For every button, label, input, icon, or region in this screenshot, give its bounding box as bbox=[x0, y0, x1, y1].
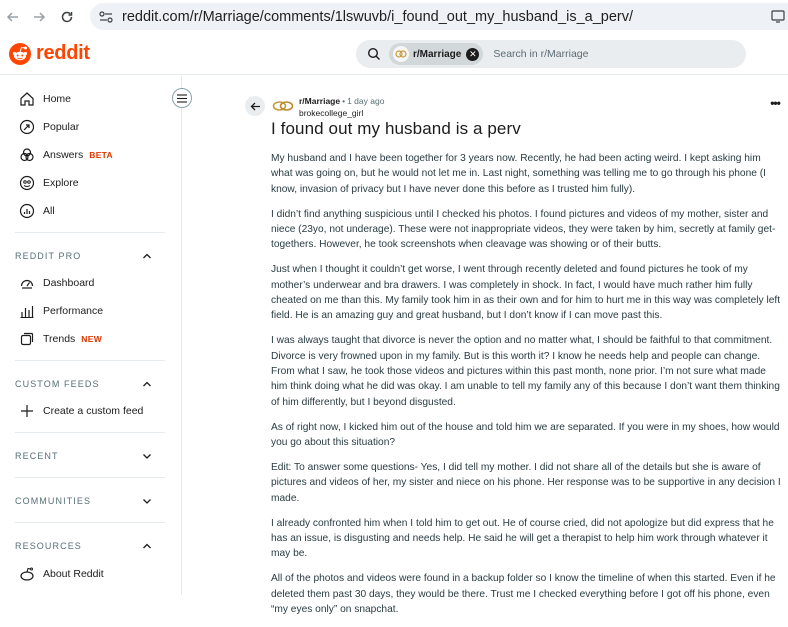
post-title: I found out my husband is a perv bbox=[271, 119, 521, 138]
address-bar[interactable] bbox=[90, 3, 788, 30]
post-paragraph: As of right now, I kicked him out of the house and told him we are separated. If you were in my shoes, how would you go about this situation? bbox=[271, 421, 780, 448]
section-header-reddit-pro[interactable]: REDDIT PRO bbox=[0, 242, 181, 270]
chevron-up-icon bbox=[141, 378, 153, 390]
sidebar-divider bbox=[15, 477, 165, 478]
chevron-down-icon bbox=[141, 495, 153, 507]
section-header-resources[interactable]: RESOURCES bbox=[0, 532, 181, 560]
browser-forward-button[interactable] bbox=[28, 6, 50, 28]
post-paragraph: My husband and I have been together for 3 years now. Recently, he had been acting weird. I kept asking him what was going on, but he would not let me in. Last night, something was telling me to go through his phone (I know, invasion of privacy but I have never done this before as I trusted him fully). bbox=[271, 153, 766, 195]
post-body bbox=[271, 151, 783, 627]
section-header-recent[interactable]: RECENT bbox=[0, 442, 181, 470]
chevron-up-icon bbox=[141, 250, 153, 262]
post-paragraph: I was always taught that divorce is never the option and no matter what, I should be faithful to that commitment. Divorce is very frowned upon in my family. But is this worth it? I know he needs help and people can change. From what I saw, he took those videos and pictures within this past month, none prior. I’m not sure what made him think doing what he did was okay. I am unable to tell my family any of this because I don’t want them thinking of him differently, but I beyond disgusted. bbox=[271, 335, 780, 408]
snoo-icon bbox=[9, 43, 31, 65]
answers-icon bbox=[18, 146, 36, 164]
author-link[interactable]: brokecollege_girl bbox=[299, 108, 364, 118]
explore-icon bbox=[18, 174, 36, 192]
reload-icon bbox=[60, 10, 74, 24]
url-text[interactable]: reddit.com/r/Marriage/comments/1lswuvb/i_found_out_my_husband_is_a_perv/ bbox=[122, 8, 634, 25]
sidebar-divider bbox=[15, 522, 165, 523]
browser-reload-button[interactable] bbox=[56, 6, 78, 28]
post-paragraph: All of the photos and videos were found in a backup folder so I know the timeline of when this started. Even if he deleted them past 30 days, they would be there. Trust me I checked everything before I got off his phone, even “my eyes only” on snapchat. bbox=[271, 573, 776, 615]
search-input[interactable] bbox=[493, 48, 733, 60]
chip-label: r/Marriage bbox=[413, 48, 462, 60]
plus-icon bbox=[18, 402, 36, 420]
post-paragraph: Just when I thought it couldn’t get worse, I went through recently deleted and found pictures he took of my mother’s underwear and bra drawers. I was completely in shock. In fact, I would have much rather him fully cheated on me than this. My family took him in as their own and for him to hurt me in this way was completely left field. He is an amazing guy and great husband, but I don’t know if I can move past this. bbox=[271, 264, 781, 322]
all-icon bbox=[18, 202, 36, 220]
trends-icon bbox=[18, 330, 36, 348]
home-icon bbox=[18, 90, 36, 108]
about-icon bbox=[18, 565, 36, 583]
subreddit-filter-chip[interactable] bbox=[389, 43, 483, 65]
close-icon[interactable]: ✕ bbox=[466, 48, 479, 61]
dashboard-icon bbox=[18, 274, 36, 292]
sidebar-item-trends[interactable]: Trends NEW bbox=[0, 325, 181, 353]
chevron-up-icon bbox=[141, 540, 153, 552]
section-header-custom-feeds[interactable]: CUSTOM FEEDS bbox=[0, 370, 181, 398]
subreddit-link[interactable]: r/Marriage bbox=[299, 96, 341, 106]
arrow-right-icon bbox=[32, 10, 46, 24]
site-header bbox=[0, 33, 788, 75]
post-time: 1 day ago bbox=[347, 96, 385, 106]
performance-icon bbox=[18, 302, 36, 320]
beta-badge: BETA bbox=[89, 150, 113, 160]
cast-icon[interactable] bbox=[770, 8, 786, 24]
subreddit-avatar-icon bbox=[393, 46, 409, 62]
post-paragraph: I already confronted him when I told him to get out. He of course cried, did not apologize but did express that he has an issue, is disgusting and needs help. He said he will get a therapist to help him work through whatever it may be. bbox=[271, 517, 774, 560]
post-meta: r/Marriage • 1 day ago bbox=[299, 96, 385, 106]
section-header-communities[interactable]: COMMUNITIES bbox=[0, 487, 181, 515]
arrow-left-icon bbox=[6, 10, 20, 24]
more-options-button[interactable]: ••• bbox=[770, 96, 780, 110]
chevron-down-icon bbox=[141, 450, 153, 462]
sidebar-divider bbox=[15, 432, 165, 433]
sidebar-item-home[interactable]: Home bbox=[0, 85, 181, 113]
sidebar-collapse-button[interactable] bbox=[172, 88, 192, 108]
reddit-logo[interactable] bbox=[9, 42, 90, 65]
sidebar-item-performance[interactable]: Performance bbox=[0, 297, 181, 325]
browser-toolbar bbox=[0, 0, 788, 33]
new-badge: NEW bbox=[81, 334, 103, 344]
search-bar[interactable] bbox=[356, 40, 746, 68]
sidebar-divider bbox=[15, 232, 165, 233]
left-sidebar bbox=[0, 76, 182, 595]
subreddit-avatar-icon[interactable] bbox=[272, 98, 294, 114]
post-detail bbox=[245, 76, 788, 615]
site-info-icon[interactable] bbox=[96, 11, 116, 23]
browser-back-button[interactable] bbox=[2, 6, 24, 28]
sidebar-item-dashboard[interactable]: Dashboard bbox=[0, 269, 181, 297]
post-paragraph: I didn’t find anything suspicious until I checked his photos. I found pictures and videos of my mother, sister and niece (23yo, not underage). These were not inappropriate videos, they were taken by him, secretly at family get-togethers. However, he took screenshots when cleavage was showing or of their butts. bbox=[271, 208, 776, 251]
logo-wordmark: reddit bbox=[36, 42, 90, 64]
back-button[interactable] bbox=[245, 96, 265, 116]
popular-icon bbox=[18, 118, 36, 136]
sidebar-item-all[interactable]: All bbox=[0, 197, 181, 225]
sidebar-item-popular[interactable]: Popular bbox=[0, 113, 181, 141]
sidebar-item-explore[interactable]: Explore bbox=[0, 169, 181, 197]
sidebar-item-create-custom-feed[interactable]: Create a custom feed bbox=[0, 397, 181, 425]
sidebar-item-about-reddit[interactable]: About Reddit bbox=[0, 560, 181, 588]
search-icon bbox=[367, 47, 381, 61]
sidebar-item-answers[interactable]: Answers BETA bbox=[0, 141, 181, 169]
menu-icon bbox=[177, 94, 187, 103]
sidebar-divider bbox=[15, 360, 165, 361]
post-paragraph: Edit: To answer some questions- Yes, I did tell my mother. I did not share all of the details but she is aware of pictures and videos of her, my sister and niece on his phone. Her response was to be supportive in any decision I made. bbox=[271, 462, 781, 504]
arrow-left-icon bbox=[250, 101, 261, 112]
